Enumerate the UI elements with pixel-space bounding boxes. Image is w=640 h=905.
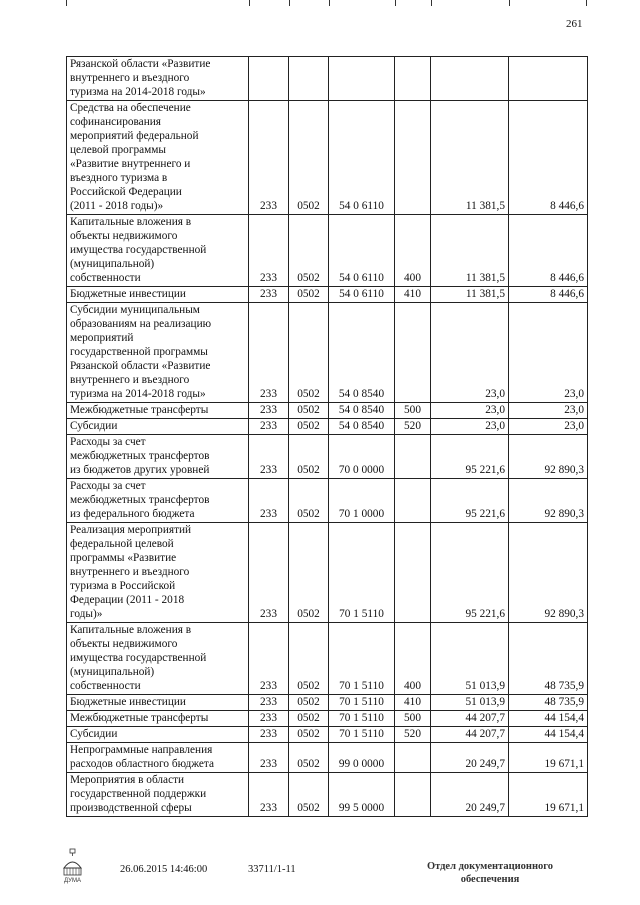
row-sum-2015: 44 154,4: [509, 727, 588, 743]
row-expense-type: [395, 435, 431, 479]
row-sum-2014: 44 207,7: [431, 711, 509, 727]
table-row: [67, 623, 588, 695]
row-section-code: 0502: [289, 101, 329, 215]
row-section-code: 0502: [289, 435, 329, 479]
row-ved-code: 233: [249, 743, 289, 773]
row-name: Межбюджетные трансферты: [67, 711, 249, 727]
row-name: Субсидии: [67, 419, 249, 435]
row-expense-type: [395, 101, 431, 215]
row-ved-code: 233: [249, 727, 289, 743]
table-row: [67, 727, 588, 743]
duma-logo-icon: [60, 848, 96, 884]
row-section-code: 0502: [289, 479, 329, 523]
row-name: Субсидии: [67, 727, 249, 743]
row-sum-2015: 23,0: [509, 419, 588, 435]
row-sum-2014: 20 249,7: [431, 773, 509, 817]
row-name: Капитальные вложения в объекты недвижимого имущества государственной (муниципальной) собственности: [67, 215, 249, 287]
row-sum-2015: 92 890,3: [509, 435, 588, 479]
row-name: Субсидии муниципальным образованиям на реализацию мероприятий государственной программы Рязанской области «Развитие внутреннего и въездного туризма на 2014-2018 годы»: [67, 303, 249, 403]
row-section-code: [289, 57, 329, 101]
table-row: [67, 773, 588, 817]
row-name: Мероприятия в области государственной поддержки производственной сферы: [67, 773, 249, 817]
row-expense-type: 500: [395, 711, 431, 727]
row-section-code: 0502: [289, 419, 329, 435]
row-ved-code: 233: [249, 435, 289, 479]
row-expense-type: [395, 743, 431, 773]
table-row: [67, 711, 588, 727]
row-sum-2014: 11 381,5: [431, 287, 509, 303]
row-sum-2014: 23,0: [431, 403, 509, 419]
logo-text: ДУМА: [64, 878, 81, 884]
row-section-code: 0502: [289, 403, 329, 419]
row-target-article: 54 0 8540: [329, 403, 395, 419]
row-target-article: 70 1 5110: [329, 523, 395, 623]
row-expense-type: [395, 57, 431, 101]
row-sum-2015: 48 735,9: [509, 695, 588, 711]
row-ved-code: 233: [249, 303, 289, 403]
row-sum-2015: 19 671,1: [509, 743, 588, 773]
row-name: Реализация мероприятий федеральной целевой программы «Развитие внутреннего и въездного туризма в Российской Федерации (2011 - 2018 годы)»: [67, 523, 249, 623]
table-row: [67, 287, 588, 303]
row-ved-code: 233: [249, 523, 289, 623]
row-ved-code: 233: [249, 101, 289, 215]
row-target-article: 54 0 8540: [329, 419, 395, 435]
table-row: [67, 403, 588, 419]
table-row: [67, 57, 588, 101]
row-sum-2015: 23,0: [509, 403, 588, 419]
row-name: Бюджетные инвестиции: [67, 695, 249, 711]
budget-table: [66, 56, 588, 817]
row-expense-type: 410: [395, 695, 431, 711]
row-section-code: 0502: [289, 743, 329, 773]
row-section-code: 0502: [289, 287, 329, 303]
row-target-article: 70 1 5110: [329, 727, 395, 743]
row-expense-type: 400: [395, 215, 431, 287]
row-sum-2015: 44 154,4: [509, 711, 588, 727]
row-sum-2015: 8 446,6: [509, 215, 588, 287]
row-expense-type: 520: [395, 727, 431, 743]
row-ved-code: 233: [249, 287, 289, 303]
row-sum-2015: 23,0: [509, 303, 588, 403]
row-sum-2015: 48 735,9: [509, 623, 588, 695]
row-section-code: 0502: [289, 303, 329, 403]
row-section-code: 0502: [289, 623, 329, 695]
row-expense-type: [395, 479, 431, 523]
row-sum-2014: 51 013,9: [431, 623, 509, 695]
table-row: [67, 419, 588, 435]
row-sum-2015: 92 890,3: [509, 523, 588, 623]
row-sum-2014: [431, 57, 509, 101]
row-sum-2014: 95 221,6: [431, 479, 509, 523]
row-section-code: 0502: [289, 711, 329, 727]
row-name: Капитальные вложения в объекты недвижимого имущества государственной (муниципальной) собственности: [67, 623, 249, 695]
footer-date: 26.06.2015 14:46:00: [120, 864, 208, 875]
row-sum-2015: [509, 57, 588, 101]
footer: [0, 848, 640, 905]
row-ved-code: 233: [249, 695, 289, 711]
row-target-article: 54 0 6110: [329, 101, 395, 215]
table-top-stub: [66, 0, 587, 6]
row-target-article: 70 0 0000: [329, 435, 395, 479]
row-expense-type: [395, 773, 431, 817]
row-expense-type: 520: [395, 419, 431, 435]
row-name: Бюджетные инвестиции: [67, 287, 249, 303]
row-target-article: 70 1 0000: [329, 479, 395, 523]
row-sum-2014: 20 249,7: [431, 743, 509, 773]
row-ved-code: 233: [249, 403, 289, 419]
row-ved-code: 233: [249, 711, 289, 727]
row-section-code: 0502: [289, 773, 329, 817]
row-sum-2014: 11 381,5: [431, 215, 509, 287]
row-sum-2014: 95 221,6: [431, 435, 509, 479]
row-name: Рязанской области «Развитие внутреннего и въездного туризма на 2014-2018 годы»: [67, 57, 249, 101]
row-sum-2014: 23,0: [431, 303, 509, 403]
row-section-code: 0502: [289, 727, 329, 743]
row-name: Межбюджетные трансферты: [67, 403, 249, 419]
footer-doc-code: 33711/1-11: [248, 864, 296, 875]
row-sum-2014: 23,0: [431, 419, 509, 435]
table-row: [67, 435, 588, 479]
row-ved-code: 233: [249, 479, 289, 523]
row-ved-code: 233: [249, 215, 289, 287]
row-ved-code: 233: [249, 773, 289, 817]
row-ved-code: 233: [249, 419, 289, 435]
row-name: Средства на обеспечение софинансирования мероприятий федеральной целевой программы «Развитие внутреннего и въездного туризма в Российской Федерации (2011 - 2018 годы)»: [67, 101, 249, 215]
row-sum-2015: 92 890,3: [509, 479, 588, 523]
row-sum-2015: 19 671,1: [509, 773, 588, 817]
row-section-code: 0502: [289, 215, 329, 287]
row-sum-2015: 8 446,6: [509, 101, 588, 215]
row-expense-type: 500: [395, 403, 431, 419]
page-number: 261: [566, 18, 583, 30]
row-sum-2015: 8 446,6: [509, 287, 588, 303]
row-sum-2014: 51 013,9: [431, 695, 509, 711]
row-section-code: 0502: [289, 523, 329, 623]
row-expense-type: 400: [395, 623, 431, 695]
row-ved-code: 233: [249, 623, 289, 695]
row-name: Расходы за счет межбюджетных трансфертов из бюджетов других уровней: [67, 435, 249, 479]
row-target-article: 70 1 5110: [329, 711, 395, 727]
row-expense-type: 410: [395, 287, 431, 303]
table-row: [67, 215, 588, 287]
table-row: [67, 479, 588, 523]
row-target-article: 54 0 8540: [329, 303, 395, 403]
row-target-article: 70 1 5110: [329, 695, 395, 711]
row-target-article: [329, 57, 395, 101]
row-target-article: 54 0 6110: [329, 215, 395, 287]
row-section-code: 0502: [289, 695, 329, 711]
row-sum-2014: 95 221,6: [431, 523, 509, 623]
row-name: Непрограммные направления расходов областного бюджета: [67, 743, 249, 773]
row-expense-type: [395, 303, 431, 403]
row-sum-2014: 44 207,7: [431, 727, 509, 743]
row-sum-2014: 11 381,5: [431, 101, 509, 215]
table-row: [67, 695, 588, 711]
table-row: [67, 523, 588, 623]
table-row: [67, 101, 588, 215]
table-row: [67, 303, 588, 403]
footer-department-stamp: Отдел документационного обеспечения: [426, 861, 554, 885]
row-target-article: 99 5 0000: [329, 773, 395, 817]
row-target-article: 99 0 0000: [329, 743, 395, 773]
table-row: [67, 743, 588, 773]
row-name: Расходы за счет межбюджетных трансфертов из федерального бюджета: [67, 479, 249, 523]
row-target-article: 54 0 6110: [329, 287, 395, 303]
row-ved-code: [249, 57, 289, 101]
row-expense-type: [395, 523, 431, 623]
row-target-article: 70 1 5110: [329, 623, 395, 695]
